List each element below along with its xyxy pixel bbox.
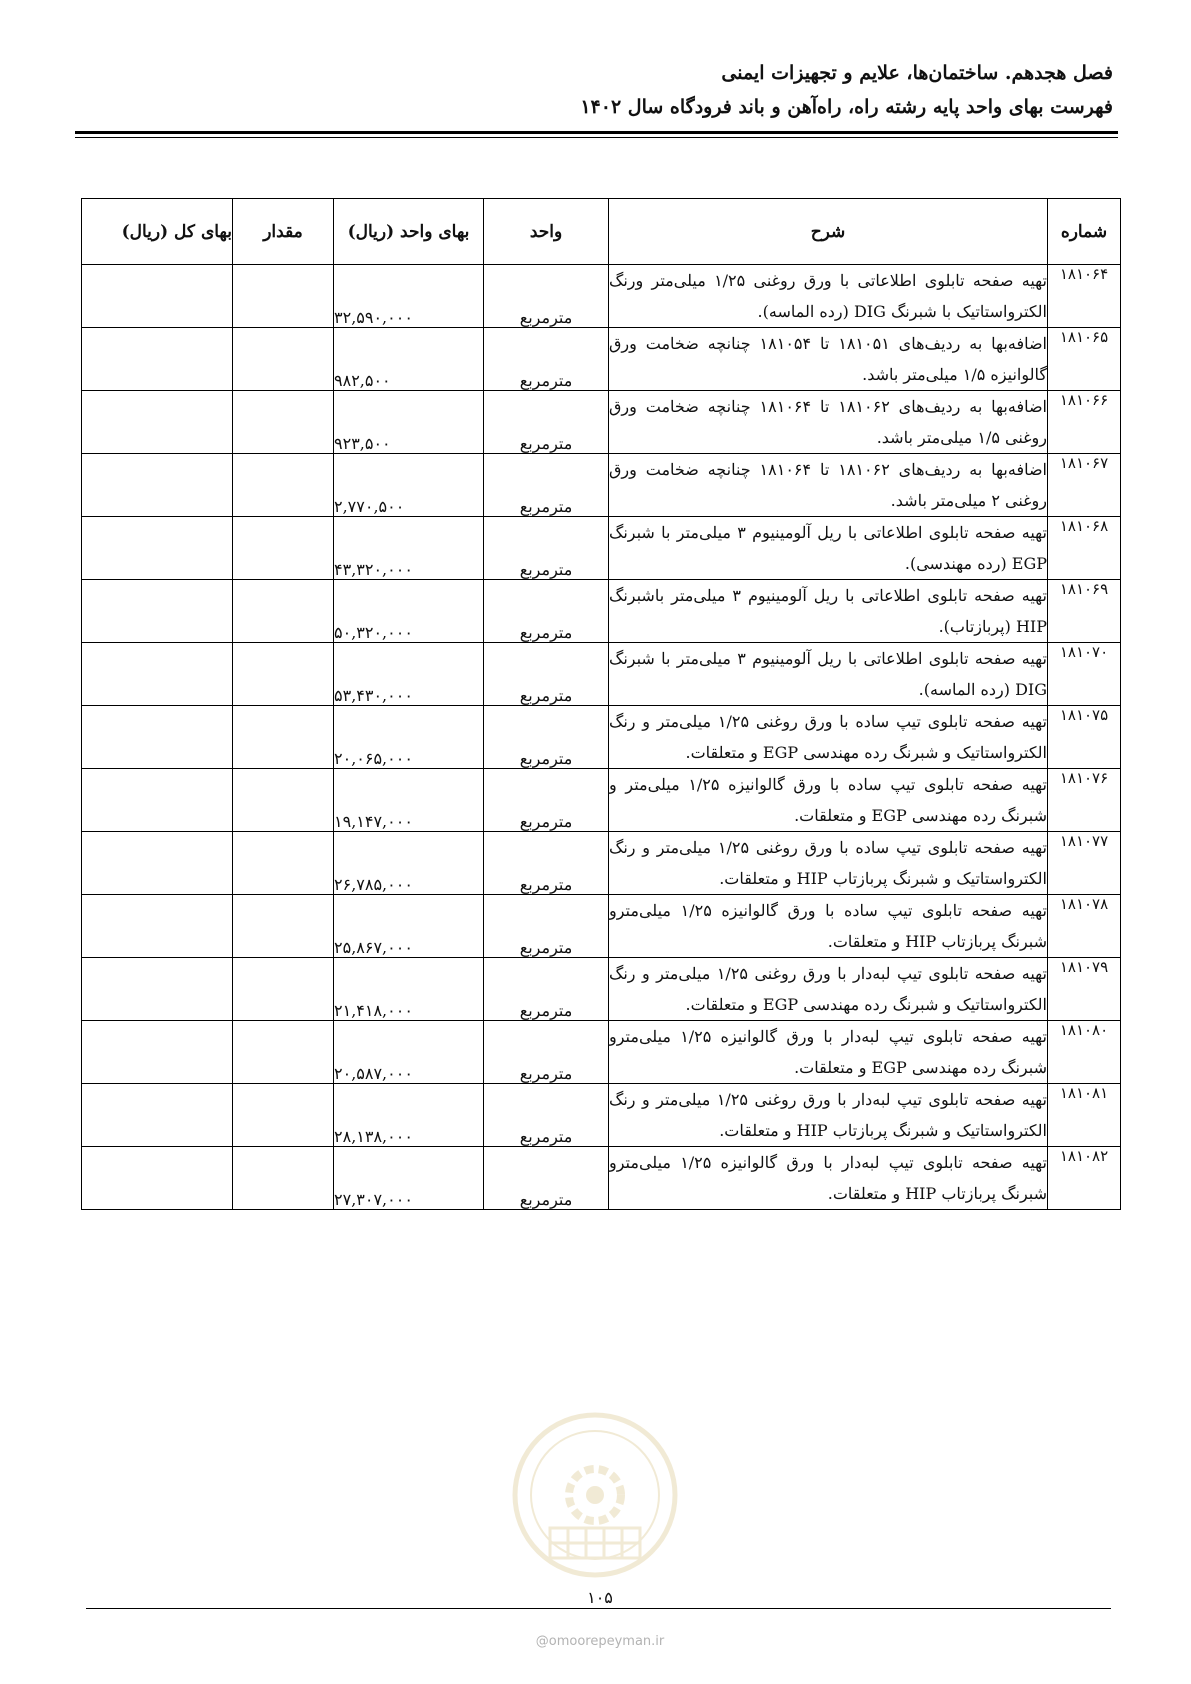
row-unit-price: ۱۹,۱۴۷,۰۰۰ [334,769,484,832]
row-total-price [82,643,233,706]
row-number: ۱۸۱۰۶۵ [1048,328,1121,391]
row-quantity [233,391,334,454]
row-unit: مترمربع [484,1021,609,1084]
table-row [82,265,1121,328]
row-description: اضافه‌بها به ردیف‌های ۱۸۱۰۶۲ تا ۱۸۱۰۶۴ چنانچه ضخامت ورق روغنی ۱/۵ میلی‌متر باشد. [609,391,1048,454]
table-row [82,706,1121,769]
page-number: ۱۰۵ [587,1588,613,1607]
table-header-row [82,199,1121,265]
row-unit: مترمربع [484,265,609,328]
footer-rule [86,1608,1111,1609]
row-number: ۱۸۱۰۸۱ [1048,1084,1121,1147]
row-quantity [233,328,334,391]
table-row [82,1147,1121,1210]
row-unit-price: ۳۲,۵۹۰,۰۰۰ [334,265,484,328]
row-description: تهیه صفحه تابلوی تیپ ساده با ورق گالوانیزه ۱/۲۵ میلی‌متر و شبرنگ رده مهندسی EGP و متعلقات. [609,769,1048,832]
row-total-price [82,265,233,328]
row-number: ۱۸۱۰۷۷ [1048,832,1121,895]
row-total-price [82,706,233,769]
row-number: ۱۸۱۰۶۹ [1048,580,1121,643]
row-quantity [233,895,334,958]
row-unit-price: ۲۱,۴۱۸,۰۰۰ [334,958,484,1021]
row-unit-price: ۲۷,۳۰۷,۰۰۰ [334,1147,484,1210]
row-description: تهیه صفحه تابلوی تیپ لبه‌دار با ورق گالوانیزه ۱/۲۵ میلی‌مترو شبرنگ پربازتاب HIP و متعلقات. [609,1147,1048,1210]
row-quantity [233,265,334,328]
row-quantity [233,958,334,1021]
row-unit: مترمربع [484,958,609,1021]
row-description: تهیه صفحه تابلوی اطلاعاتی با ریل آلومینیوم ۳ میلی‌متر با شبرنگ EGP (رده مهندسی). [609,517,1048,580]
header-rule-thick [75,131,1118,134]
row-quantity [233,643,334,706]
row-number: ۱۸۱۰۶۸ [1048,517,1121,580]
row-total-price [82,1147,233,1210]
row-unit-price: ۲,۷۷۰,۵۰۰ [334,454,484,517]
table-row [82,391,1121,454]
row-number: ۱۸۱۰۸۲ [1048,1147,1121,1210]
row-total-price [82,1021,233,1084]
row-number: ۱۸۱۰۷۹ [1048,958,1121,1021]
row-unit-price: ۴۳,۳۲۰,۰۰۰ [334,517,484,580]
row-total-price [82,1084,233,1147]
row-quantity [233,1084,334,1147]
row-description: تهیه صفحه تابلوی اطلاعاتی با ورق روغنی ۱/۲۵ میلی‌متر ورنگ الکترواستاتیک با شبرنگ DIG (رده الماسه). [609,265,1048,328]
row-quantity [233,769,334,832]
table-row [82,517,1121,580]
row-number: ۱۸۱۰۷۸ [1048,895,1121,958]
row-unit-price: ۲۰,۵۸۷,۰۰۰ [334,1021,484,1084]
header-rule-thin [75,137,1118,138]
row-unit-price: ۵۳,۴۳۰,۰۰۰ [334,643,484,706]
table-row [82,895,1121,958]
table-row [82,1021,1121,1084]
row-total-price [82,895,233,958]
row-total-price [82,769,233,832]
row-unit-price: ۹۲۳,۵۰۰ [334,391,484,454]
row-number: ۱۸۱۰۶۴ [1048,265,1121,328]
row-unit: مترمربع [484,832,609,895]
table-row [82,580,1121,643]
row-unit-price: ۲۶,۷۸۵,۰۰۰ [334,832,484,895]
row-description: تهیه صفحه تابلوی اطلاعاتی با ریل آلومینیوم ۳ میلی‌متر با شبرنگ DIG (رده الماسه). [609,643,1048,706]
row-number: ۱۸۱۰۷۶ [1048,769,1121,832]
column-header-description: شرح [609,199,1048,265]
row-description: تهیه صفحه تابلوی تیپ لبه‌دار با ورق روغنی ۱/۲۵ میلی‌متر و رنگ الکترواستاتیک و شبرنگ رده مهندسی EGP و متعلقات. [609,958,1048,1021]
table-row [82,643,1121,706]
row-description: اضافه‌بها به ردیف‌های ۱۸۱۰۵۱ تا ۱۸۱۰۵۴ چنانچه ضخامت ورق گالوانیزه ۱/۵ میلی‌متر باشد. [609,328,1048,391]
row-unit: مترمربع [484,391,609,454]
table-row [82,769,1121,832]
row-unit: مترمربع [484,1084,609,1147]
row-description: تهیه صفحه تابلوی تیپ لبه‌دار با ورق روغنی ۱/۲۵ میلی‌متر و رنگ الکترواستاتیک و شبرنگ پربازتاب HIP و متعلقات. [609,1084,1048,1147]
row-quantity [233,454,334,517]
row-unit-price: ۲۰,۰۶۵,۰۰۰ [334,706,484,769]
row-number: ۱۸۱۰۷۵ [1048,706,1121,769]
column-header-quantity: مقدار [233,199,334,265]
list-title: فهرست بهای واحد پایه رشته راه، راه‌آهن و باند فرودگاه سال ۱۴۰۲ [580,96,1113,118]
row-unit: مترمربع [484,328,609,391]
table-row [82,1084,1121,1147]
row-number: ۱۸۱۰۸۰ [1048,1021,1121,1084]
row-quantity [233,1021,334,1084]
row-unit: مترمربع [484,706,609,769]
row-unit: مترمربع [484,580,609,643]
row-number: ۱۸۱۰۶۷ [1048,454,1121,517]
row-quantity [233,517,334,580]
column-header-unit-price: بهای واحد (ریال) [334,199,484,265]
column-header-total-price: بهای کل (ریال) [82,199,233,265]
row-total-price [82,958,233,1021]
price-table [81,198,1121,1210]
row-unit: مترمربع [484,517,609,580]
row-description: تهیه صفحه تابلوی تیپ ساده با ورق گالوانیزه ۱/۲۵ میلی‌مترو شبرنگ پربازتاب HIP و متعلقات. [609,895,1048,958]
table-row [82,832,1121,895]
row-description: تهیه صفحه تابلوی اطلاعاتی با ریل آلومینیوم ۳ میلی‌متر باشبرنگ HIP (پربازتاب). [609,580,1048,643]
column-header-number: شماره [1048,199,1121,265]
table-row [82,454,1121,517]
row-total-price [82,454,233,517]
row-unit-price: ۹۸۲,۵۰۰ [334,328,484,391]
row-total-price [82,328,233,391]
row-description: تهیه صفحه تابلوی تیپ لبه‌دار با ورق گالوانیزه ۱/۲۵ میلی‌مترو شبرنگ رده مهندسی EGP و متعلقات. [609,1021,1048,1084]
row-total-price [82,391,233,454]
row-total-price [82,517,233,580]
row-description: تهیه صفحه تابلوی تیپ ساده با ورق روغنی ۱/۲۵ میلی‌متر و رنگ الکترواستاتیک و شبرنگ رده مهندسی EGP و متعلقات. [609,706,1048,769]
row-unit-price: ۲۵,۸۶۷,۰۰۰ [334,895,484,958]
row-unit-price: ۲۸,۱۳۸,۰۰۰ [334,1084,484,1147]
row-unit: مترمربع [484,1147,609,1210]
row-total-price [82,832,233,895]
row-unit: مترمربع [484,895,609,958]
row-unit: مترمربع [484,643,609,706]
row-unit-price: ۵۰,۳۲۰,۰۰۰ [334,580,484,643]
row-number: ۱۸۱۰۶۶ [1048,391,1121,454]
row-description: تهیه صفحه تابلوی تیپ ساده با ورق روغنی ۱/۲۵ میلی‌متر و رنگ الکترواستاتیک و شبرنگ پربازتاب HIP و متعلقات. [609,832,1048,895]
row-number: ۱۸۱۰۷۰ [1048,643,1121,706]
page-header [73,56,1113,124]
table-row [82,958,1121,1021]
seal-icon [510,1410,680,1580]
site-watermark-text: @omoorepeyman.ir [535,1634,665,1649]
chapter-title: فصل هجدهم. ساختمان‌ها، علایم و تجهیزات ایمنی [721,62,1113,84]
row-quantity [233,832,334,895]
row-quantity [233,1147,334,1210]
row-total-price [82,580,233,643]
table-row [82,328,1121,391]
row-unit: مترمربع [484,454,609,517]
row-quantity [233,580,334,643]
row-description: اضافه‌بها به ردیف‌های ۱۸۱۰۶۲ تا ۱۸۱۰۶۴ چنانچه ضخامت ورق روغنی ۲ میلی‌متر باشد. [609,454,1048,517]
row-quantity [233,706,334,769]
column-header-unit: واحد [484,199,609,265]
row-unit: مترمربع [484,769,609,832]
